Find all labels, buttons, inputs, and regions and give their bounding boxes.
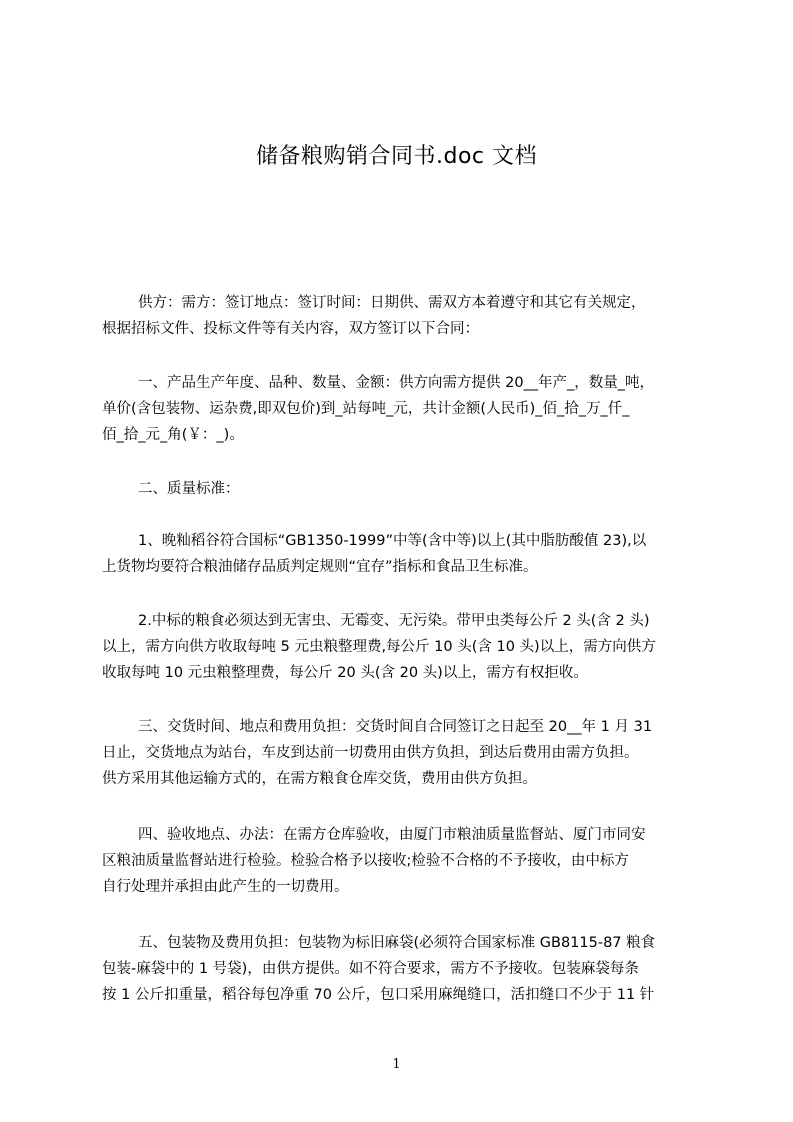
paragraph-article-3 [102,714,702,792]
text-line: 单价(含包装物、运杂费,即双包价)到_站每吨_元，共计金额(人民币)_佰_拾_万_仟_ [102,401,630,417]
text-line: 四、验收地点、办法：在需方仓库验收，由厦门市粮油质量监督站、厦门市同安 [138,827,646,843]
paragraph-article-1 [102,370,702,448]
paragraph-article-2-2 [102,608,702,686]
text-line: 佰_拾_元_角(￥：_)。 [102,427,244,443]
text-line: 2.中标的粮食必须达到无害虫、无霉变、无污染。带甲虫类每公斤 2 头(含 2 头) [138,613,650,629]
text-line: 按 1 公斤扣重量，稻谷每包净重 70 公斤，包口采用麻绳缝口，活扣缝口不少于 11 针 [102,987,655,1003]
text-line: 1、晚籼稻谷符合国标“GB1350-1999”中等(含中等)以上(其中脂肪酸值 23),以 [138,533,647,549]
paragraph-article-4 [102,822,702,900]
text-line: 一、产品生产年度、品种、数量、金额：供方向需方提供 20__年产_，数量_吨， [138,375,655,391]
page-number: 1 [392,1057,401,1072]
text-line: 收取每吨 10 元虫粮整理费，每公斤 20 头(含 20 头)以上，需方有权拒收。 [102,665,588,681]
text-line: 自行处理并承担由此产生的一切费用。 [102,879,349,895]
text-line: 包装-麻袋中的 1 号袋)，由供方提供。如不符合要求，需方不予接收。包装麻袋每条 [102,961,639,977]
text-line: 供方：需方：签订地点：签订时间：日期供、需双方本着遵守和其它有关规定， [138,295,646,311]
text-line: 五、包装物及费用负担：包装物为标旧麻袋(必须符合国家标准 GB8115-87 粮食 [138,935,656,951]
text-line: 供方采用其他运输方式的，在需方粮食仓库交货，费用由供方负担。 [102,771,537,787]
text-line: 区粮油质量监督站进行检验。检验合格予以接收;检验不合格的不予接收，由中标方 [102,853,629,869]
text-line: 三、交货时间、地点和费用负担：交货时间自合同签订之日起至 20__年 1 月 31 [138,719,653,735]
text-line: 以上，需方向供方收取每吨 5 元虫粮整理费,每公斤 10 头(含 10 头)以上，需方向供方 [102,639,656,655]
text-line: 二、质量标准： [138,481,240,497]
text-line: 上货物均要符合粮油储存品质判定规则“宜存”指标和食品卫生标准。 [102,559,538,575]
document-title: 储备粮购销合同书.doc 文档 [255,144,537,169]
text-line: 根据招标文件、投标文件等有关内容，双方签订以下合同： [102,321,479,337]
text-line: 日止，交货地点为站台，车皮到达前一切费用由供方负担，到达后费用由需方负担。 [102,745,639,761]
paragraph-article-2 [102,476,702,502]
paragraph-preamble [102,290,702,342]
paragraph-article-2-1 [102,528,702,580]
paragraph-article-5 [102,930,702,1008]
